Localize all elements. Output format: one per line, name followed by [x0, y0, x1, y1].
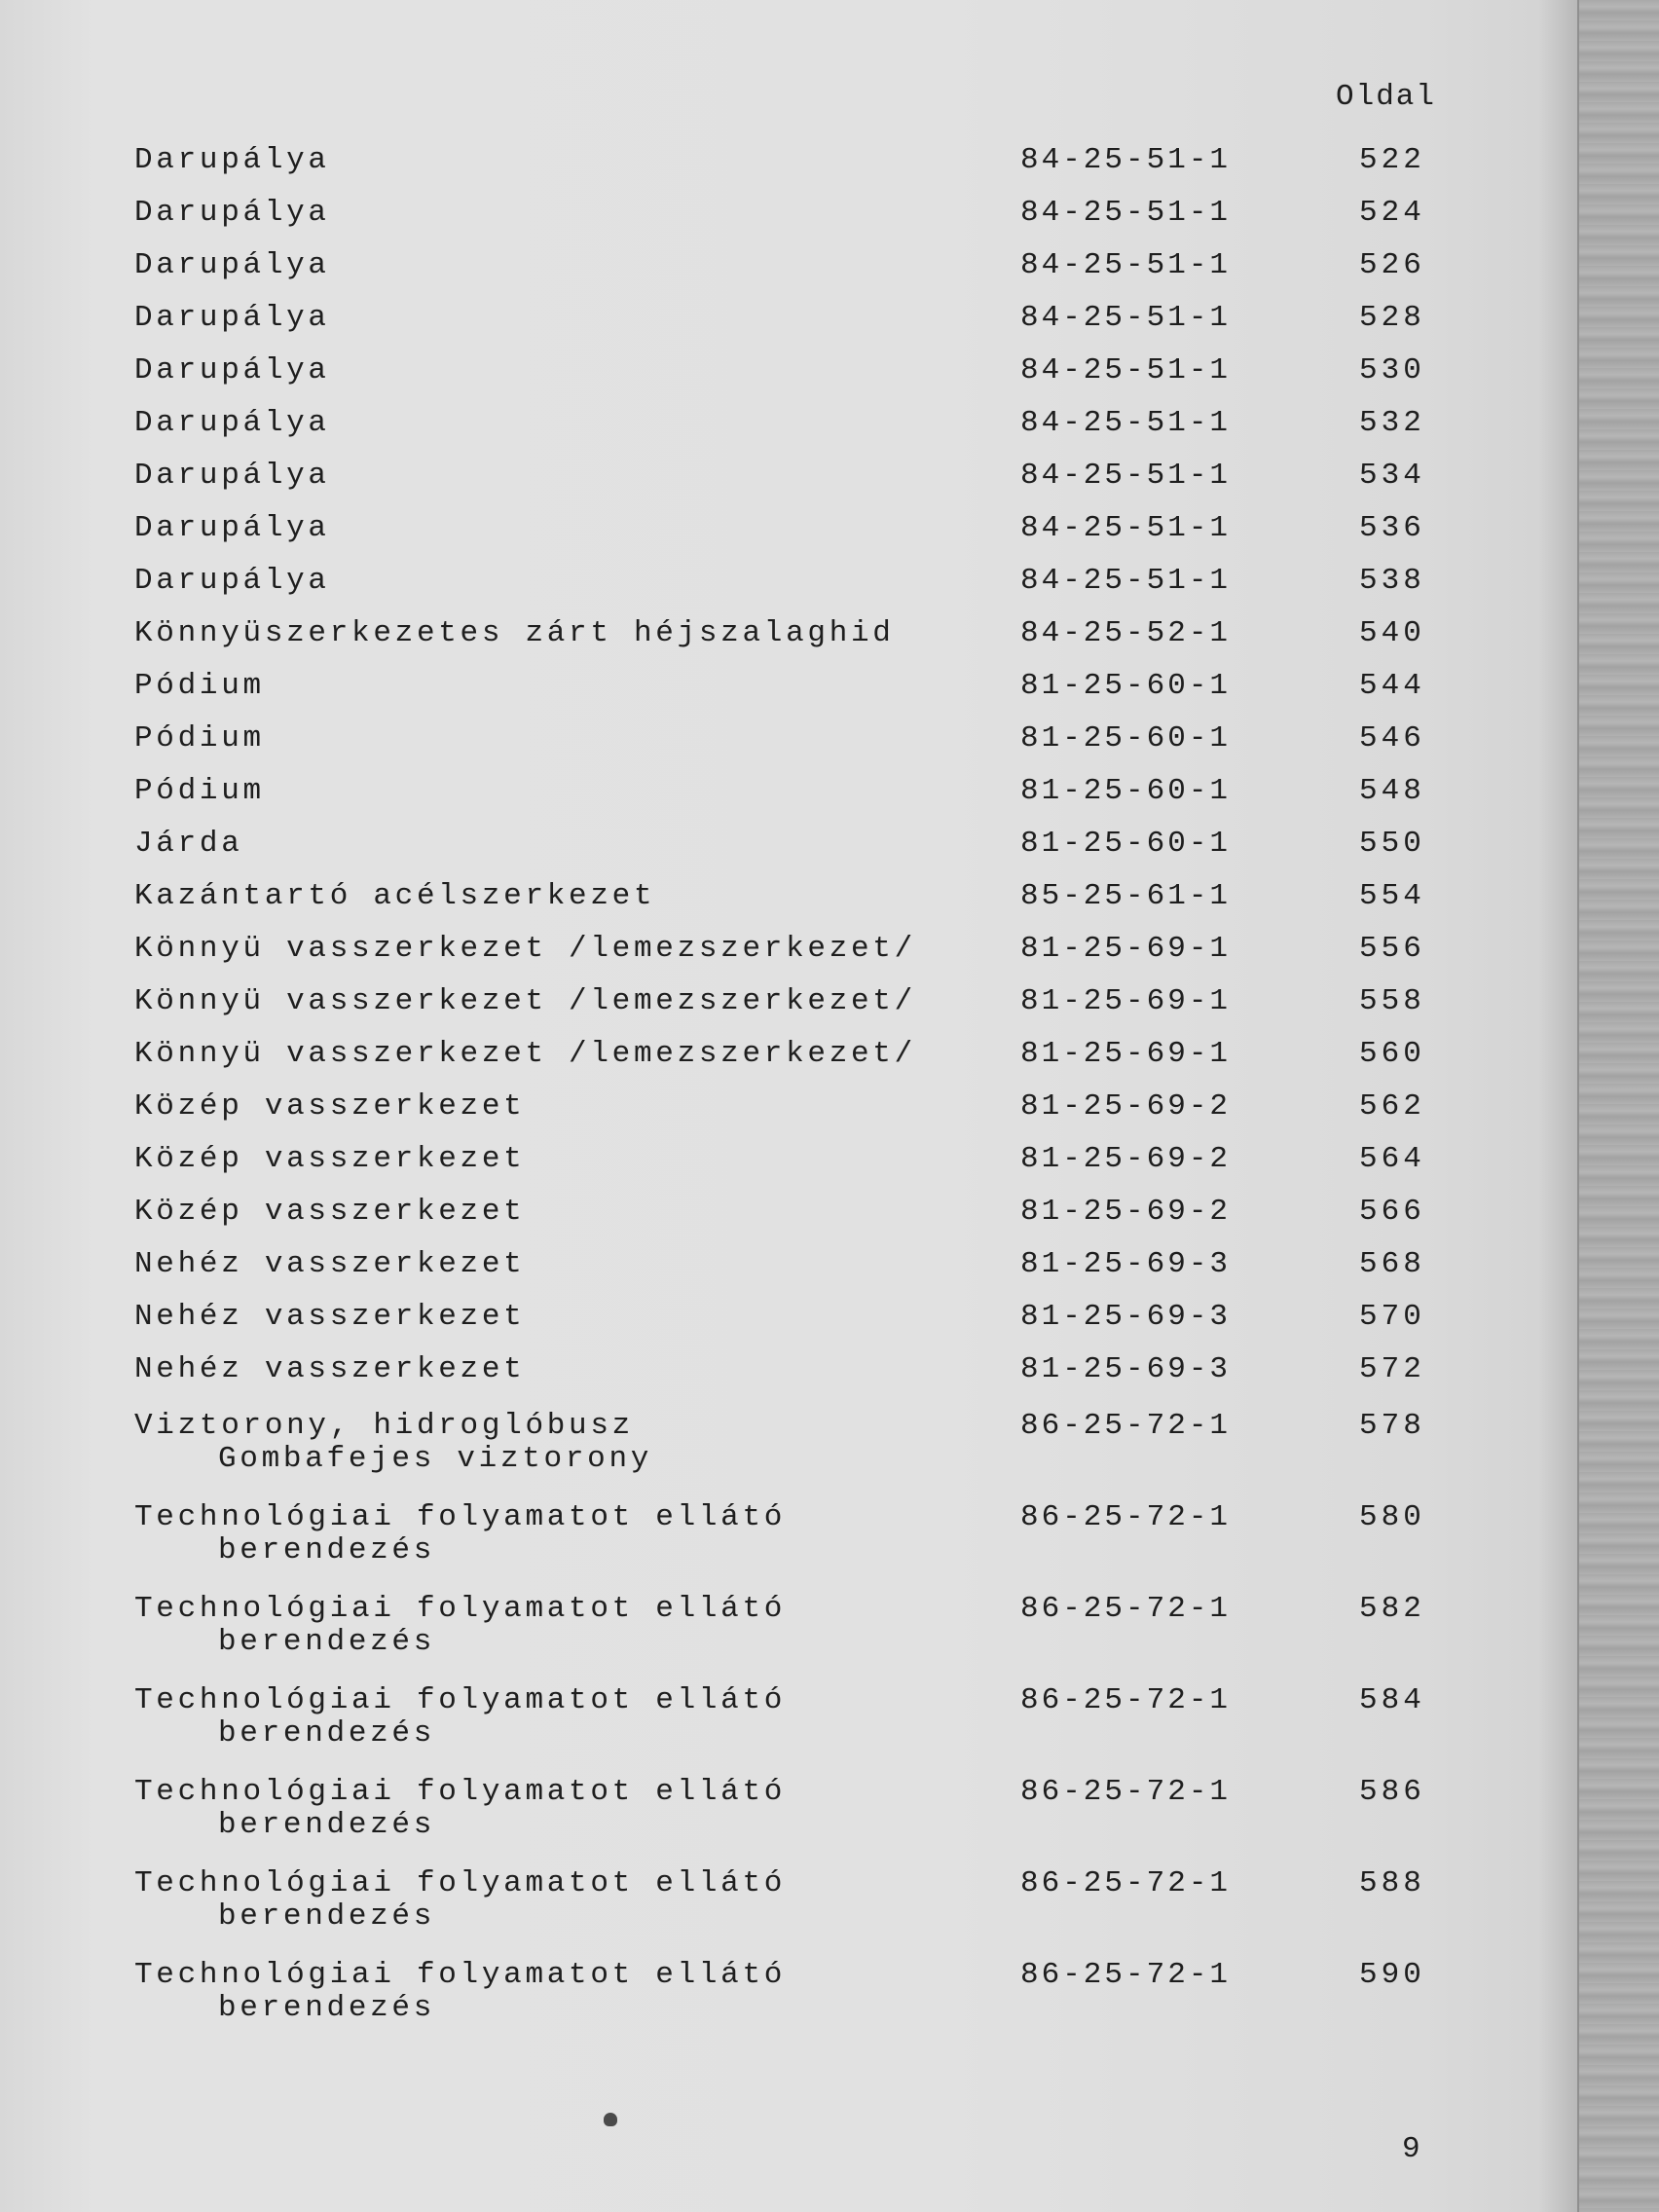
toc-entry-title — [134, 1301, 1011, 1334]
toc-entry — [0, 1593, 1519, 1680]
toc-entry — [0, 1090, 1519, 1143]
toc-entry-page: 570 — [1359, 1300, 1425, 1334]
toc-entry-subtitle: berendezés — [218, 1533, 436, 1567]
toc-entry-subtitle: Gombafejes viztorony — [218, 1442, 653, 1476]
toc-entry-title-text: Nehéz vasszerkezet — [134, 1352, 526, 1386]
toc-entry — [0, 617, 1519, 670]
toc-entry — [0, 828, 1519, 880]
toc-entry-title — [134, 1038, 1011, 1071]
toc-entry-title-text: Közép vasszerkezet — [134, 1195, 526, 1229]
toc-entry-title-text: Könnyü vasszerkezet /lemezszerkezet/ — [134, 932, 916, 966]
toc-entry-page: 586 — [1359, 1775, 1425, 1809]
toc-entry — [0, 249, 1519, 302]
toc-entry-title-text: Darupálya — [134, 406, 330, 440]
toc-entry-title — [134, 933, 1011, 966]
toc-entry-title — [134, 1090, 1011, 1124]
toc-entry-title — [134, 1410, 1011, 1476]
toc-entry-title-text: Darupálya — [134, 196, 330, 230]
toc-entry-title — [134, 1353, 1011, 1386]
toc-entry-page: 568 — [1359, 1247, 1425, 1281]
toc-entry-title — [134, 1593, 1011, 1659]
toc-entry-page: 554 — [1359, 879, 1425, 913]
toc-entry-code: 85-25-61-1 — [1020, 879, 1232, 913]
toc-entry-title — [134, 617, 1011, 650]
toc-entry — [0, 1959, 1519, 2046]
toc-entry-page: 564 — [1359, 1142, 1425, 1176]
toc-entry-title-text: Darupálya — [134, 511, 330, 545]
toc-entry-code: 81-25-69-3 — [1020, 1352, 1232, 1386]
toc-entry-code: 81-25-69-3 — [1020, 1247, 1232, 1281]
toc-entry-code: 81-25-69-1 — [1020, 1037, 1232, 1071]
toc-entry-title — [134, 460, 1011, 493]
toc-entry-title-text: Nehéz vasszerkezet — [134, 1300, 526, 1334]
toc-entry-title-text: Könnyü vasszerkezet /lemezszerkezet/ — [134, 1037, 916, 1071]
toc-entry — [0, 775, 1519, 828]
toc-entry-title — [134, 1248, 1011, 1281]
toc-entry-code: 81-25-60-1 — [1020, 827, 1232, 861]
toc-entry-page: 522 — [1359, 143, 1425, 177]
toc-entry-code: 84-25-51-1 — [1020, 353, 1232, 387]
toc-entry-title — [134, 302, 1011, 335]
toc-entry-title-text: Darupálya — [134, 353, 330, 387]
toc-entry — [0, 512, 1519, 565]
toc-entry — [0, 985, 1519, 1038]
toc-entry-title — [134, 1867, 1011, 1934]
toc-entry-code: 84-25-51-1 — [1020, 301, 1232, 335]
toc-entry-page: 588 — [1359, 1866, 1425, 1900]
toc-entry-title-text: Technológiai folyamatot ellátó — [134, 1958, 787, 1992]
toc-entry-page: 580 — [1359, 1500, 1425, 1534]
toc-entry — [0, 197, 1519, 249]
toc-entry-code: 86-25-72-1 — [1020, 1592, 1232, 1626]
toc-entry-subtitle: berendezés — [218, 1716, 436, 1751]
toc-entry-code: 84-25-51-1 — [1020, 196, 1232, 230]
toc-entry-title-text: Nehéz vasszerkezet — [134, 1247, 526, 1281]
toc-entry-code: 81-25-69-1 — [1020, 932, 1232, 966]
toc-entry-title-text: Technológiai folyamatot ellátó — [134, 1683, 787, 1717]
toc-entry-title — [134, 1501, 1011, 1567]
toc-entry-page: 536 — [1359, 511, 1425, 545]
toc-entry-code: 81-25-60-1 — [1020, 721, 1232, 756]
toc-entry-code: 86-25-72-1 — [1020, 1409, 1232, 1443]
toc-entry — [0, 354, 1519, 407]
toc-entry — [0, 1776, 1519, 1863]
toc-entry-title — [134, 1143, 1011, 1176]
toc-entry-page: 528 — [1359, 301, 1425, 335]
toc-entry-title — [134, 512, 1011, 545]
toc-entry-code: 84-25-51-1 — [1020, 564, 1232, 598]
toc-entry-code: 84-25-51-1 — [1020, 143, 1232, 177]
toc-entry-page: 560 — [1359, 1037, 1425, 1071]
toc-entry-title-text: Darupálya — [134, 459, 330, 493]
toc-entry-title — [134, 407, 1011, 440]
toc-entry — [0, 1301, 1519, 1353]
toc-entry-subtitle: berendezés — [218, 1899, 436, 1934]
toc-entry-title-text: Technológiai folyamatot ellátó — [134, 1592, 787, 1626]
toc-entry-title — [134, 1684, 1011, 1751]
toc-entry-title-text: Darupálya — [134, 301, 330, 335]
page-column-header: Oldal — [1336, 80, 1437, 114]
toc-entry-code: 81-25-60-1 — [1020, 774, 1232, 808]
toc-entry — [0, 1410, 1519, 1497]
toc-entry-title — [134, 880, 1011, 913]
toc-entry-page: 562 — [1359, 1089, 1425, 1124]
toc-entry — [0, 722, 1519, 775]
toc-entry — [0, 880, 1519, 933]
toc-entry — [0, 1143, 1519, 1196]
toc-entry-title — [134, 1959, 1011, 2025]
toc-entry-title — [134, 565, 1011, 598]
toc-entry-title — [134, 1776, 1011, 1842]
toc-entry-page: 582 — [1359, 1592, 1425, 1626]
toc-entry-page: 526 — [1359, 248, 1425, 282]
toc-entry-code: 81-25-69-1 — [1020, 984, 1232, 1018]
toc-entry — [0, 670, 1519, 722]
toc-entry-page: 530 — [1359, 353, 1425, 387]
toc-entry-title — [134, 249, 1011, 282]
toc-entry — [0, 460, 1519, 512]
toc-entry-code: 81-25-69-2 — [1020, 1142, 1232, 1176]
toc-entry-title-text: Technológiai folyamatot ellátó — [134, 1866, 787, 1900]
toc-entry — [0, 1684, 1519, 1772]
toc-entry-title — [134, 144, 1011, 177]
ink-speck — [604, 2113, 617, 2126]
toc-entry-title-text: Pódium — [134, 721, 265, 756]
toc-entry-page: 590 — [1359, 1958, 1425, 1992]
toc-entry-code: 81-25-60-1 — [1020, 669, 1232, 703]
toc-entry-page: 558 — [1359, 984, 1425, 1018]
toc-entry-title — [134, 670, 1011, 703]
toc-entry-subtitle: berendezés — [218, 1991, 436, 2025]
toc-entry — [0, 1867, 1519, 1955]
toc-entry-page: 550 — [1359, 827, 1425, 861]
binding-backing — [1577, 0, 1659, 2212]
toc-entry-title-text: Pódium — [134, 774, 265, 808]
toc-entry — [0, 1501, 1519, 1589]
toc-entry — [0, 144, 1519, 197]
toc-entry-title-text: Technológiai folyamatot ellátó — [134, 1500, 787, 1534]
toc-entry-page: 556 — [1359, 932, 1425, 966]
toc-entry-title-text: Darupálya — [134, 143, 330, 177]
toc-entry-code: 86-25-72-1 — [1020, 1866, 1232, 1900]
toc-entry-title-text: Közép vasszerkezet — [134, 1089, 526, 1124]
toc-entry-code: 86-25-72-1 — [1020, 1958, 1232, 1992]
toc-entry-subtitle: berendezés — [218, 1625, 436, 1659]
toc-entry — [0, 407, 1519, 460]
toc-entry-page: 544 — [1359, 669, 1425, 703]
toc-entry-page: 538 — [1359, 564, 1425, 598]
toc-entry-title — [134, 985, 1011, 1018]
toc-entry-code: 81-25-69-3 — [1020, 1300, 1232, 1334]
toc-entry-title — [134, 197, 1011, 230]
toc-entry — [0, 1248, 1519, 1301]
toc-entry-title-text: Könnyü vasszerkezet /lemezszerkezet/ — [134, 984, 916, 1018]
toc-entry-code: 84-25-51-1 — [1020, 511, 1232, 545]
toc-entry — [0, 933, 1519, 985]
toc-entry-subtitle: berendezés — [218, 1808, 436, 1842]
toc-entry — [0, 302, 1519, 354]
toc-entry-title-text: Technológiai folyamatot ellátó — [134, 1775, 787, 1809]
toc-entry-title-text: Közép vasszerkezet — [134, 1142, 526, 1176]
toc-entry — [0, 1196, 1519, 1248]
toc-entry-code: 86-25-72-1 — [1020, 1500, 1232, 1534]
toc-entry-page: 548 — [1359, 774, 1425, 808]
toc-entry-title-text: Járda — [134, 827, 243, 861]
toc-entry-title — [134, 354, 1011, 387]
toc-entry-page: 534 — [1359, 459, 1425, 493]
toc-entry-title — [134, 1196, 1011, 1229]
toc-entry-code: 84-25-52-1 — [1020, 616, 1232, 650]
toc-entry-title — [134, 722, 1011, 756]
toc-entry-page: 540 — [1359, 616, 1425, 650]
page-edge-shadow — [1538, 0, 1577, 2212]
toc-entry-title — [134, 828, 1011, 861]
table-of-contents — [0, 144, 1519, 2046]
toc-entry-page: 584 — [1359, 1683, 1425, 1717]
toc-entry-code: 84-25-51-1 — [1020, 406, 1232, 440]
toc-entry — [0, 1038, 1519, 1090]
toc-entry-title-text: Könnyüszerkezetes zárt héjszalaghid — [134, 616, 895, 650]
toc-entry — [0, 565, 1519, 617]
toc-entry-code: 81-25-69-2 — [1020, 1195, 1232, 1229]
toc-entry-code: 86-25-72-1 — [1020, 1683, 1232, 1717]
toc-entry-page: 532 — [1359, 406, 1425, 440]
toc-entry-page: 578 — [1359, 1409, 1425, 1443]
page-number: 9 — [1402, 2132, 1420, 2166]
toc-entry-title-text: Darupálya — [134, 248, 330, 282]
toc-entry-page: 566 — [1359, 1195, 1425, 1229]
toc-entry-title — [134, 775, 1011, 808]
toc-entry-page: 524 — [1359, 196, 1425, 230]
toc-entry-title-text: Pódium — [134, 669, 265, 703]
toc-entry-title-text: Kazántartó acélszerkezet — [134, 879, 656, 913]
toc-entry — [0, 1353, 1519, 1406]
toc-entry-code: 84-25-51-1 — [1020, 459, 1232, 493]
toc-entry-code: 86-25-72-1 — [1020, 1775, 1232, 1809]
toc-entry-page: 572 — [1359, 1352, 1425, 1386]
toc-entry-title-text: Viztorony, hidroglóbusz — [134, 1409, 634, 1443]
toc-entry-code: 84-25-51-1 — [1020, 248, 1232, 282]
toc-entry-title-text: Darupálya — [134, 564, 330, 598]
toc-entry-code: 81-25-69-2 — [1020, 1089, 1232, 1124]
toc-entry-page: 546 — [1359, 721, 1425, 756]
